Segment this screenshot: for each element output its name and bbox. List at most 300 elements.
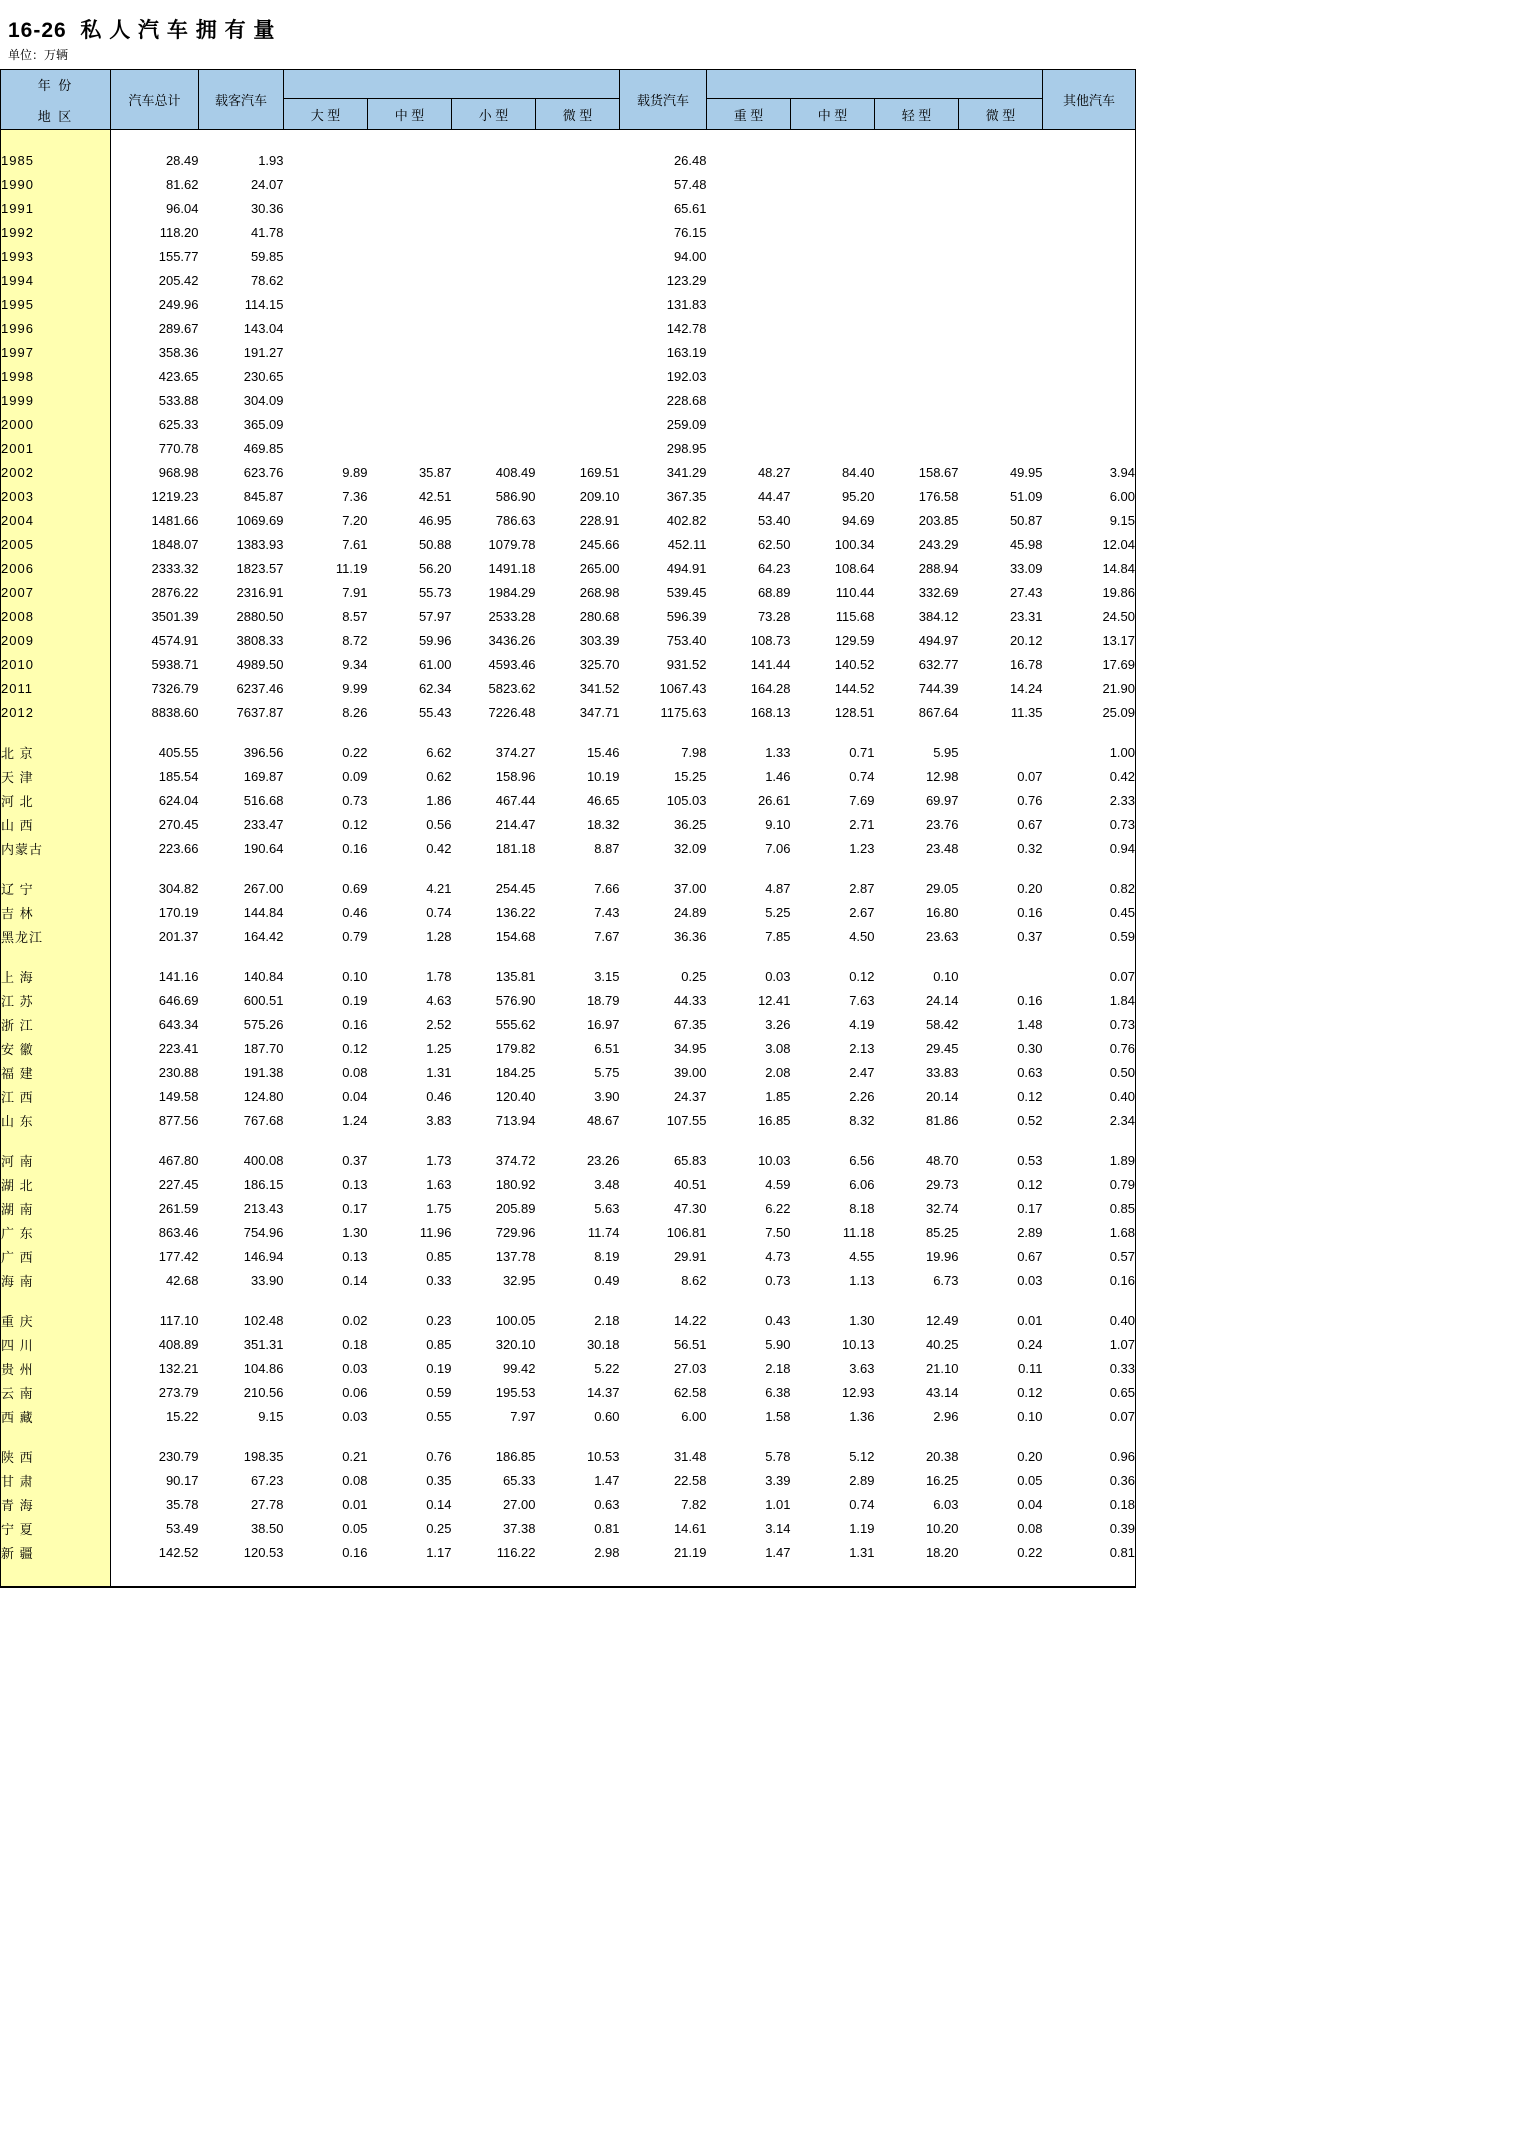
data-cell: 0.12 xyxy=(959,1172,1043,1196)
spacer-stub xyxy=(1,130,111,149)
data-cell: 1.63 xyxy=(368,1172,452,1196)
data-cell xyxy=(452,244,536,268)
spacer-cell xyxy=(620,948,707,964)
data-cell: 624.04 xyxy=(111,788,199,812)
data-cell: 0.71 xyxy=(791,740,875,764)
table-row xyxy=(1,836,1136,860)
data-cell: 43.14 xyxy=(875,1380,959,1404)
row-label: 山 西 xyxy=(1,812,111,836)
spacer-cell xyxy=(875,724,959,740)
data-cell: 136.22 xyxy=(452,900,536,924)
spacer-cell xyxy=(284,1292,368,1308)
data-cell: 41.78 xyxy=(199,220,284,244)
data-cell: 31.48 xyxy=(620,1444,707,1468)
data-cell: 105.03 xyxy=(620,788,707,812)
data-cell: 56.51 xyxy=(620,1332,707,1356)
spacer-cell xyxy=(620,724,707,740)
spacer-cell xyxy=(707,130,791,149)
data-cell: 141.44 xyxy=(707,652,791,676)
data-cell: 18.20 xyxy=(875,1540,959,1564)
data-cell: 115.68 xyxy=(791,604,875,628)
data-cell: 76.15 xyxy=(620,220,707,244)
row-label: 1985 xyxy=(1,148,111,172)
data-cell: 228.91 xyxy=(536,508,620,532)
data-cell: 6.38 xyxy=(707,1380,791,1404)
data-cell xyxy=(368,220,452,244)
data-cell: 100.34 xyxy=(791,532,875,556)
table-row xyxy=(1,1036,1136,1060)
data-cell: 55.73 xyxy=(368,580,452,604)
data-cell: 4.73 xyxy=(707,1244,791,1268)
data-cell: 181.18 xyxy=(452,836,536,860)
header-passenger-medium: 中 型 xyxy=(368,99,452,130)
header-passenger-large: 大 型 xyxy=(284,99,368,130)
data-cell: 3.39 xyxy=(707,1468,791,1492)
data-cell: 2.98 xyxy=(536,1540,620,1564)
spacer-cell xyxy=(707,1428,791,1444)
table-row xyxy=(1,1084,1136,1108)
spacer-cell xyxy=(791,724,875,740)
data-cell: 23.26 xyxy=(536,1148,620,1172)
data-cell: 374.27 xyxy=(452,740,536,764)
spacer-cell xyxy=(111,948,199,964)
data-cell: 1.47 xyxy=(536,1468,620,1492)
data-cell xyxy=(1043,220,1136,244)
data-cell xyxy=(452,316,536,340)
spacer-cell xyxy=(1043,1428,1136,1444)
data-cell: 10.19 xyxy=(536,764,620,788)
header-passenger: 载客汽车 xyxy=(199,70,284,130)
data-cell xyxy=(959,268,1043,292)
data-cell: 5.22 xyxy=(536,1356,620,1380)
row-label: 湖 南 xyxy=(1,1196,111,1220)
data-cell: 143.04 xyxy=(199,316,284,340)
data-cell: 1.75 xyxy=(368,1196,452,1220)
data-cell: 2876.22 xyxy=(111,580,199,604)
spacer-cell xyxy=(959,1428,1043,1444)
table-row xyxy=(1,964,1136,988)
data-cell: 1.01 xyxy=(707,1492,791,1516)
data-cell: 0.50 xyxy=(1043,1060,1136,1084)
data-cell: 62.50 xyxy=(707,532,791,556)
spacer-cell xyxy=(536,130,620,149)
data-cell: 26.48 xyxy=(620,148,707,172)
row-label: 1995 xyxy=(1,292,111,316)
data-cell: 320.10 xyxy=(452,1332,536,1356)
data-cell: 9.10 xyxy=(707,812,791,836)
data-cell: 99.42 xyxy=(452,1356,536,1380)
data-cell: 0.65 xyxy=(1043,1380,1136,1404)
data-cell: 14.84 xyxy=(1043,556,1136,580)
data-cell: 163.19 xyxy=(620,340,707,364)
data-cell: 1.07 xyxy=(1043,1332,1136,1356)
table-bottom-spacer xyxy=(1,1564,1136,1587)
data-cell: 0.10 xyxy=(875,964,959,988)
table-row xyxy=(1,364,1136,388)
data-cell: 7.50 xyxy=(707,1220,791,1244)
data-cell: 863.46 xyxy=(111,1220,199,1244)
data-cell: 4.55 xyxy=(791,1244,875,1268)
data-cell: 0.55 xyxy=(368,1404,452,1428)
data-cell: 555.62 xyxy=(452,1012,536,1036)
data-cell: 0.63 xyxy=(959,1060,1043,1084)
data-cell xyxy=(368,412,452,436)
data-cell: 85.25 xyxy=(875,1220,959,1244)
spacer-cell xyxy=(284,1132,368,1148)
data-cell: 0.53 xyxy=(959,1148,1043,1172)
data-cell: 1.31 xyxy=(791,1540,875,1564)
data-cell: 67.35 xyxy=(620,1012,707,1036)
header-freight-medium: 中 型 xyxy=(791,99,875,130)
data-cell: 3808.33 xyxy=(199,628,284,652)
data-cell: 116.22 xyxy=(452,1540,536,1564)
data-cell xyxy=(875,388,959,412)
data-cell xyxy=(875,316,959,340)
row-label: 河 南 xyxy=(1,1148,111,1172)
data-cell: 384.12 xyxy=(875,604,959,628)
row-label: 2000 xyxy=(1,412,111,436)
spacer-cell xyxy=(284,130,368,149)
data-cell: 146.94 xyxy=(199,1244,284,1268)
data-cell xyxy=(284,220,368,244)
data-cell: 128.51 xyxy=(791,700,875,724)
spacer-cell xyxy=(284,724,368,740)
table-row xyxy=(1,628,1136,652)
data-cell: 56.20 xyxy=(368,556,452,580)
data-cell: 47.30 xyxy=(620,1196,707,1220)
data-cell: 1.28 xyxy=(368,924,452,948)
data-cell: 214.47 xyxy=(452,812,536,836)
row-label: 2004 xyxy=(1,508,111,532)
data-cell: 6.03 xyxy=(875,1492,959,1516)
data-cell: 2880.50 xyxy=(199,604,284,628)
data-cell: 0.19 xyxy=(368,1356,452,1380)
data-cell: 0.23 xyxy=(368,1308,452,1332)
spacer-cell xyxy=(959,1292,1043,1308)
data-cell xyxy=(791,148,875,172)
data-cell: 5.63 xyxy=(536,1196,620,1220)
data-cell: 358.36 xyxy=(111,340,199,364)
data-cell xyxy=(707,268,791,292)
data-cell xyxy=(791,340,875,364)
row-label: 甘 肃 xyxy=(1,1468,111,1492)
data-cell xyxy=(1043,196,1136,220)
data-cell: 1.33 xyxy=(707,740,791,764)
data-cell xyxy=(875,436,959,460)
data-cell: 0.74 xyxy=(368,900,452,924)
data-cell: 213.43 xyxy=(199,1196,284,1220)
header-freight-heavy: 重 型 xyxy=(707,99,791,130)
data-cell: 223.66 xyxy=(111,836,199,860)
data-cell: 0.40 xyxy=(1043,1084,1136,1108)
spacer-cell xyxy=(199,724,284,740)
spacer-cell xyxy=(284,860,368,876)
data-cell: 0.01 xyxy=(284,1492,368,1516)
data-cell: 0.35 xyxy=(368,1468,452,1492)
data-cell: 108.64 xyxy=(791,556,875,580)
data-cell: 190.64 xyxy=(199,836,284,860)
data-cell: 29.05 xyxy=(875,876,959,900)
data-cell xyxy=(368,268,452,292)
data-cell: 0.57 xyxy=(1043,1244,1136,1268)
data-cell: 2.71 xyxy=(791,812,875,836)
row-label: 四 川 xyxy=(1,1332,111,1356)
data-cell: 164.28 xyxy=(707,676,791,700)
data-cell: 48.67 xyxy=(536,1108,620,1132)
spacer-cell xyxy=(368,1292,452,1308)
data-cell: 46.95 xyxy=(368,508,452,532)
table-row xyxy=(1,988,1136,1012)
data-cell: 0.94 xyxy=(1043,836,1136,860)
data-cell: 0.96 xyxy=(1043,1444,1136,1468)
data-cell xyxy=(791,172,875,196)
data-cell: 2333.32 xyxy=(111,556,199,580)
row-label: 浙 江 xyxy=(1,1012,111,1036)
data-cell: 118.20 xyxy=(111,220,199,244)
table-row xyxy=(1,484,1136,508)
spacer-stub xyxy=(1,948,111,964)
spacer-cell xyxy=(875,1292,959,1308)
data-cell: 203.85 xyxy=(875,508,959,532)
spacer-cell xyxy=(368,1428,452,1444)
data-cell: 0.69 xyxy=(284,876,368,900)
data-cell: 0.06 xyxy=(284,1380,368,1404)
data-cell xyxy=(959,436,1043,460)
data-cell xyxy=(284,292,368,316)
data-cell: 36.25 xyxy=(620,812,707,836)
data-cell: 3.14 xyxy=(707,1516,791,1540)
row-label: 2003 xyxy=(1,484,111,508)
row-label: 广 西 xyxy=(1,1244,111,1268)
data-cell: 0.16 xyxy=(284,1012,368,1036)
data-cell: 141.16 xyxy=(111,964,199,988)
row-label: 湖 北 xyxy=(1,1172,111,1196)
spacer-cell xyxy=(620,1564,707,1587)
data-cell: 230.88 xyxy=(111,1060,199,1084)
row-label: 江 苏 xyxy=(1,988,111,1012)
data-cell: 11.19 xyxy=(284,556,368,580)
data-cell: 1984.29 xyxy=(452,580,536,604)
data-cell: 469.85 xyxy=(199,436,284,460)
unit-label: 单位：万辆 xyxy=(8,48,69,62)
data-cell: 102.48 xyxy=(199,1308,284,1332)
data-cell: 341.52 xyxy=(536,676,620,700)
data-cell xyxy=(959,388,1043,412)
data-cell: 0.30 xyxy=(959,1036,1043,1060)
data-cell xyxy=(368,148,452,172)
data-cell: 877.56 xyxy=(111,1108,199,1132)
data-cell: 0.25 xyxy=(368,1516,452,1540)
data-cell: 12.41 xyxy=(707,988,791,1012)
data-cell: 29.45 xyxy=(875,1036,959,1060)
data-cell: 625.33 xyxy=(111,412,199,436)
data-cell: 2.96 xyxy=(875,1404,959,1428)
row-label: 2001 xyxy=(1,436,111,460)
spacer-cell xyxy=(1043,948,1136,964)
data-cell: 0.74 xyxy=(791,1492,875,1516)
data-cell: 4593.46 xyxy=(452,652,536,676)
data-cell: 0.76 xyxy=(368,1444,452,1468)
data-cell: 0.85 xyxy=(368,1244,452,1268)
data-cell: 59.96 xyxy=(368,628,452,652)
data-cell: 0.12 xyxy=(284,1036,368,1060)
data-cell: 0.18 xyxy=(284,1332,368,1356)
data-cell: 27.03 xyxy=(620,1356,707,1380)
data-cell: 729.96 xyxy=(452,1220,536,1244)
data-cell: 408.49 xyxy=(452,460,536,484)
data-cell xyxy=(284,268,368,292)
table-row xyxy=(1,196,1136,220)
data-cell: 1.36 xyxy=(791,1404,875,1428)
spacer-cell xyxy=(452,130,536,149)
spacer-cell xyxy=(536,860,620,876)
table-row xyxy=(1,876,1136,900)
table-row xyxy=(1,1244,1136,1268)
data-cell: 304.09 xyxy=(199,388,284,412)
data-cell: 931.52 xyxy=(620,652,707,676)
data-cell xyxy=(368,340,452,364)
spacer-cell xyxy=(452,1428,536,1444)
table-group-spacer xyxy=(1,948,1136,964)
data-cell xyxy=(536,388,620,412)
data-cell: 0.62 xyxy=(368,764,452,788)
data-cell: 6237.46 xyxy=(199,676,284,700)
data-cell: 11.18 xyxy=(791,1220,875,1244)
data-cell: 94.00 xyxy=(620,244,707,268)
data-cell xyxy=(1043,292,1136,316)
spacer-cell xyxy=(620,130,707,149)
data-cell: 176.58 xyxy=(875,484,959,508)
data-cell: 15.25 xyxy=(620,764,707,788)
spacer-cell xyxy=(368,948,452,964)
row-label: 1994 xyxy=(1,268,111,292)
data-cell: 0.08 xyxy=(959,1516,1043,1540)
data-cell: 400.08 xyxy=(199,1148,284,1172)
data-cell: 46.65 xyxy=(536,788,620,812)
data-cell: 423.65 xyxy=(111,364,199,388)
data-cell: 27.43 xyxy=(959,580,1043,604)
data-cell: 158.96 xyxy=(452,764,536,788)
row-label: 青 海 xyxy=(1,1492,111,1516)
spacer-cell xyxy=(707,1564,791,1587)
spacer-stub xyxy=(1,1564,111,1587)
data-cell xyxy=(707,196,791,220)
data-cell: 1.31 xyxy=(368,1060,452,1084)
data-cell: 1.48 xyxy=(959,1012,1043,1036)
data-cell: 132.21 xyxy=(111,1356,199,1380)
data-cell: 44.47 xyxy=(707,484,791,508)
data-cell: 5.90 xyxy=(707,1332,791,1356)
row-label: 河 北 xyxy=(1,788,111,812)
table-row xyxy=(1,924,1136,948)
data-cell: 14.24 xyxy=(959,676,1043,700)
data-cell xyxy=(452,412,536,436)
data-cell: 32.09 xyxy=(620,836,707,860)
data-cell: 144.52 xyxy=(791,676,875,700)
data-cell xyxy=(707,292,791,316)
data-cell: 65.83 xyxy=(620,1148,707,1172)
data-cell: 7.82 xyxy=(620,1492,707,1516)
data-cell: 24.14 xyxy=(875,988,959,1012)
data-cell: 0.24 xyxy=(959,1332,1043,1356)
data-cell xyxy=(1043,172,1136,196)
spacer-cell xyxy=(452,1292,536,1308)
spacer-cell xyxy=(791,1564,875,1587)
data-cell xyxy=(536,364,620,388)
data-cell: 0.85 xyxy=(368,1332,452,1356)
data-cell xyxy=(536,244,620,268)
data-cell: 6.00 xyxy=(620,1404,707,1428)
spacer-cell xyxy=(536,1292,620,1308)
table-row xyxy=(1,1012,1136,1036)
spacer-cell xyxy=(875,948,959,964)
data-cell: 259.09 xyxy=(620,412,707,436)
data-cell: 643.34 xyxy=(111,1012,199,1036)
data-cell: 576.90 xyxy=(452,988,536,1012)
data-cell: 0.85 xyxy=(1043,1196,1136,1220)
spacer-cell xyxy=(368,1132,452,1148)
data-cell: 27.78 xyxy=(199,1492,284,1516)
data-cell: 0.09 xyxy=(284,764,368,788)
data-cell: 16.78 xyxy=(959,652,1043,676)
table-row xyxy=(1,764,1136,788)
data-cell xyxy=(959,364,1043,388)
spacer-cell xyxy=(959,860,1043,876)
data-cell: 59.85 xyxy=(199,244,284,268)
spacer-cell xyxy=(875,130,959,149)
data-cell: 30.18 xyxy=(536,1332,620,1356)
data-cell: 0.10 xyxy=(284,964,368,988)
data-cell xyxy=(875,220,959,244)
data-cell: 20.12 xyxy=(959,628,1043,652)
data-cell: 7.85 xyxy=(707,924,791,948)
row-label: 云 南 xyxy=(1,1380,111,1404)
table-row xyxy=(1,1108,1136,1132)
data-cell xyxy=(875,196,959,220)
table-row xyxy=(1,604,1136,628)
data-cell xyxy=(284,340,368,364)
row-label: 2011 xyxy=(1,676,111,700)
spacer-cell xyxy=(111,1428,199,1444)
data-cell: 0.03 xyxy=(959,1268,1043,1292)
data-cell: 0.14 xyxy=(284,1268,368,1292)
data-cell xyxy=(707,316,791,340)
data-cell: 48.27 xyxy=(707,460,791,484)
data-cell: 0.05 xyxy=(284,1516,368,1540)
data-cell xyxy=(875,244,959,268)
data-cell: 1.30 xyxy=(284,1220,368,1244)
data-cell xyxy=(707,172,791,196)
data-cell: 0.02 xyxy=(284,1308,368,1332)
data-cell: 94.69 xyxy=(791,508,875,532)
data-cell: 201.37 xyxy=(111,924,199,948)
data-cell: 452.11 xyxy=(620,532,707,556)
spacer-cell xyxy=(452,860,536,876)
data-cell xyxy=(452,196,536,220)
data-cell xyxy=(959,964,1043,988)
data-cell: 24.37 xyxy=(620,1084,707,1108)
data-cell: 32.95 xyxy=(452,1268,536,1292)
data-cell xyxy=(1043,364,1136,388)
data-cell: 1.17 xyxy=(368,1540,452,1564)
data-cell: 7.20 xyxy=(284,508,368,532)
spacer-cell xyxy=(452,948,536,964)
data-cell: 1.00 xyxy=(1043,740,1136,764)
data-cell: 69.97 xyxy=(875,788,959,812)
data-cell: 0.07 xyxy=(959,764,1043,788)
data-cell: 0.45 xyxy=(1043,900,1136,924)
data-cell: 1.58 xyxy=(707,1404,791,1428)
